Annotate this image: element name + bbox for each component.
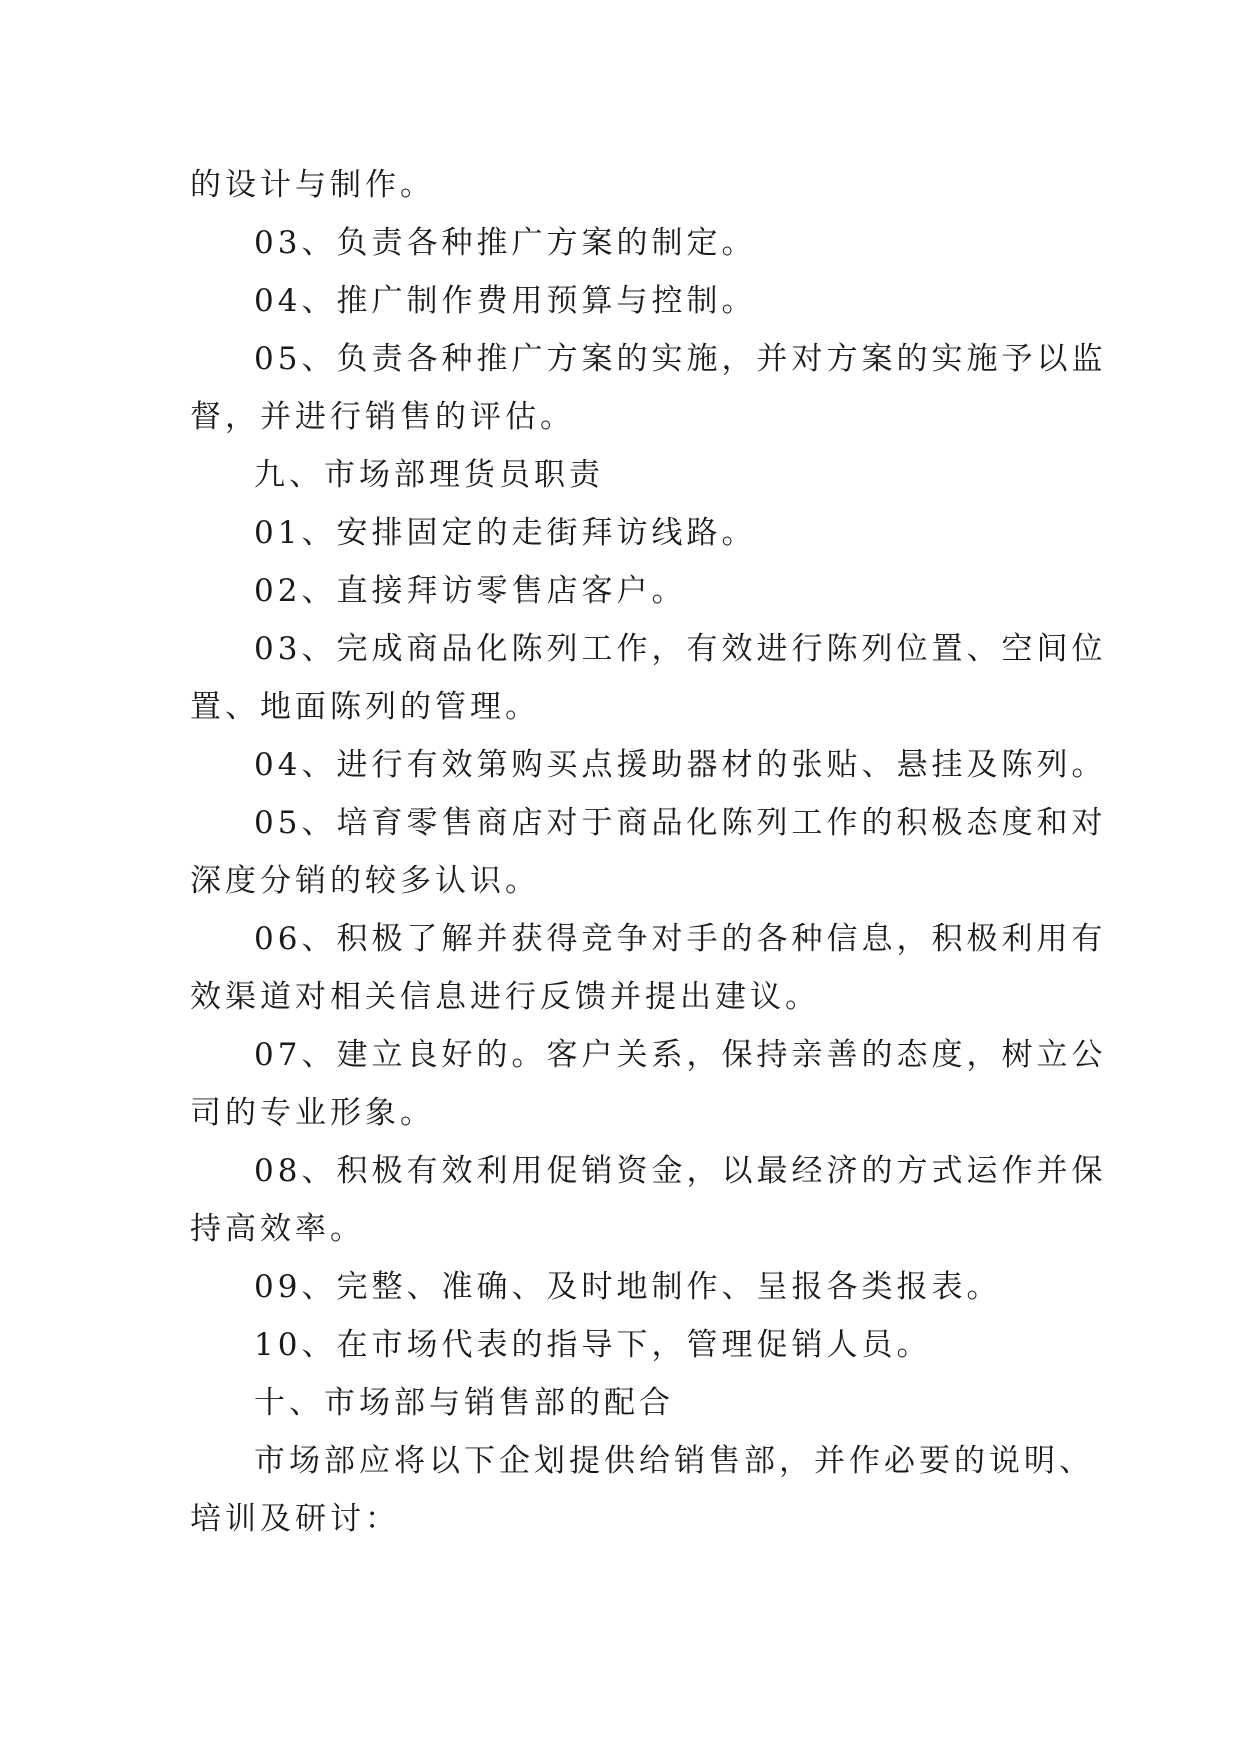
text-line: 08、积极有效利用促销资金，以最经济的方式运作并保 <box>254 1153 1107 1189</box>
text-line: 07、建立良好的。客户关系，保持亲善的态度，树立公 <box>254 1037 1107 1073</box>
text-line: 05、负责各种推广方案的实施，并对方案的实施予以监 <box>254 341 1107 377</box>
text-line: 01、安排固定的走街拜访线路。 <box>254 515 757 551</box>
text-line: 督，并进行销售的评估。 <box>190 399 575 435</box>
text-line: 06、积极了解并获得竞争对手的各种信息，积极利用有 <box>254 921 1107 957</box>
document-body <box>190 156 1107 1548</box>
text-line: 深度分销的较多认识。 <box>190 863 540 899</box>
text-line: 10、在市场代表的指导下，管理促销人员。 <box>254 1327 932 1363</box>
text-line: 09、完整、准确、及时地制作、呈报各类报表。 <box>254 1269 1002 1305</box>
text-line: 04、推广制作费用预算与控制。 <box>254 283 757 319</box>
text-line: 05、培育零售商店对于商品化陈列工作的积极态度和对 <box>254 805 1107 841</box>
text-line: 司的专业形象。 <box>190 1095 435 1131</box>
text-line: 02、直接拜访零售店客户。 <box>254 573 687 609</box>
section-heading: 十、市场部与销售部的配合 <box>254 1385 674 1421</box>
text-line: 持高效率。 <box>190 1211 365 1247</box>
text-line: 03、完成商品化陈列工作，有效进行陈列位置、空间位 <box>254 631 1107 667</box>
text-line: 效渠道对相关信息进行反馈并提出建议。 <box>190 979 820 1015</box>
text-line: 04、进行有效第购买点援助器材的张贴、悬挂及陈列。 <box>254 747 1107 783</box>
section-heading: 九、市场部理货员职责 <box>254 457 604 493</box>
text-line: 培训及研讨： <box>190 1501 400 1537</box>
text-line: 市场部应将以下企划提供给销售部，并作必要的说明、 <box>254 1443 1094 1479</box>
text-line: 03、负责各种推广方案的制定。 <box>254 225 757 261</box>
text-line: 的设计与制作。 <box>190 167 435 203</box>
text-line: 置、地面陈列的管理。 <box>190 689 540 725</box>
